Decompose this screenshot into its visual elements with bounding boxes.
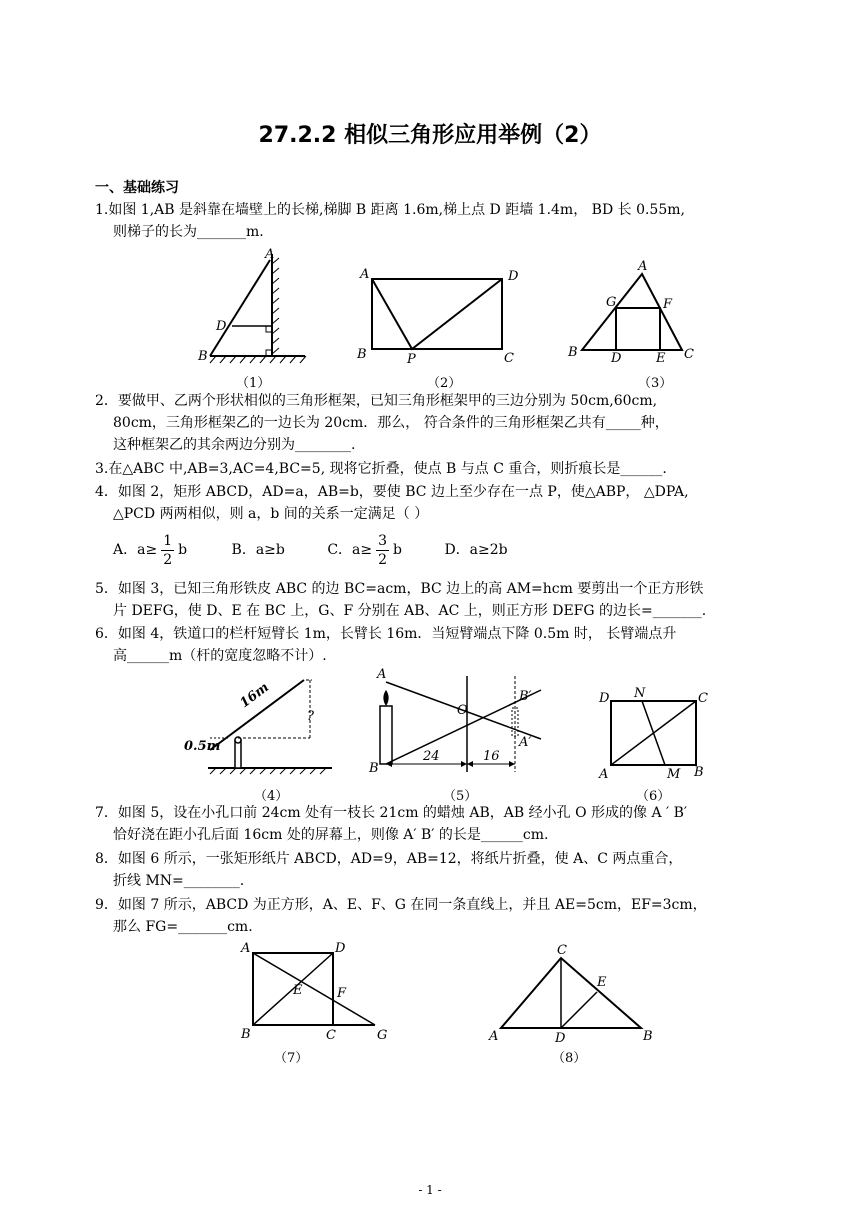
q6-line-2: 高______m（杆的宽度忽略不计）. xyxy=(113,648,327,664)
fig3-label-d: D xyxy=(611,351,622,366)
fig2-label-a: A xyxy=(360,267,370,282)
section-heading: 一、基础练习 xyxy=(95,180,179,196)
fig7-label-e: E xyxy=(293,983,303,998)
q5-line-1: 5．如图 3，已知三角形铁皮 ABC 的边 BC=acm，BC 边上的高 AM=hcm 要剪出一个正方形铁 xyxy=(95,581,704,597)
fig6-label-d: D xyxy=(599,691,610,706)
fig3-label-g: G xyxy=(606,295,617,310)
fig2-label-b: B xyxy=(357,347,367,362)
fig7-label-d: D xyxy=(335,941,346,956)
q9-line-1: 9．如图 7 所示，ABCD 为正方形，A、E、F、G 在同一条直线上，并且 AE=5cm，EF=3cm， xyxy=(95,897,707,913)
fig5-label-a-prime: A′ xyxy=(519,735,532,750)
q6-line-1: 6．如图 4，铁道口的栏杆短臂长 1m，长臂长 16m．当短臂端点下降 0.5m 时， 长臂端点升 xyxy=(95,626,677,642)
fig7-label-f: F xyxy=(337,986,347,1001)
caption-1: （1） xyxy=(236,376,271,391)
fig4-label-half-meter: 0.5m xyxy=(184,739,221,754)
fig3-label-a: A xyxy=(638,259,648,274)
fig3-label-c: C xyxy=(684,347,694,362)
q5-line-2: 片 DEFG，使 D、E 在 BC 上，G、F 分别在 AB、AC 上，则正方形 DEFG 的边长=_______. xyxy=(113,603,707,619)
fig4-label-16m: 16m xyxy=(237,680,272,712)
fig8-label-d: D xyxy=(555,1031,566,1046)
q4-line-2: △PCD 两两相似，则 a，b 间的关系一定满足（ ） xyxy=(113,506,429,522)
fig6-label-a: A xyxy=(599,767,609,782)
q4-line-1: 4．如图 2，矩形 ABCD，AD=a，AB=b，要使 BC 边上至少存在一点 P，使△ABP， △DPA, xyxy=(95,484,689,500)
fig1-label-b: B xyxy=(198,349,208,364)
fig6-label-b: B xyxy=(694,765,704,780)
fraction-half: $\frac{1}{2}$ xyxy=(163,532,173,568)
figure-1-ladder xyxy=(190,246,320,368)
figure-6-fold-rectangle xyxy=(594,684,714,780)
fig8-label-e: E xyxy=(597,975,607,990)
q3-line: 3.在△ABC 中,AB=3,AC=4,BC=5, 现将它折叠，使点 B 与点 C 重合，则折痕长是______. xyxy=(95,461,667,477)
q1-line-2: 则梯子的长为_______m. xyxy=(113,224,264,240)
figure-8-right-triangle xyxy=(485,942,660,1046)
fig7-label-a: A xyxy=(241,941,251,956)
figure-4-railway-gate xyxy=(182,670,342,780)
fig4-label-question: ? xyxy=(307,709,314,724)
fig2-label-c: C xyxy=(504,351,514,366)
q4-option-b[interactable]: B．a≥b xyxy=(231,542,285,558)
fig5-label-a: A xyxy=(377,667,387,682)
fig5-label-16: 16 xyxy=(483,749,500,764)
fig5-label-b-prime: B′ xyxy=(519,689,532,704)
q7-line-2: 恰好浇在距小孔后面 16cm 处的屏幕上，则像 A′ B′ 的长是______cm. xyxy=(113,827,549,843)
q4-option-c[interactable]: C．a≥ $\frac{3}{2}$ b xyxy=(327,532,402,568)
q2-line-2: 80cm，三角形框架乙的一边长为 20cm．那么， 符合条件的三角形框架乙共有_____种， xyxy=(113,415,669,431)
caption-4: （4） xyxy=(254,789,289,804)
caption-5: （5） xyxy=(443,789,478,804)
q4-options xyxy=(113,528,508,572)
figure-3-triangle xyxy=(566,258,702,368)
fig2-label-p: P xyxy=(407,352,416,367)
figure-2-rectangle xyxy=(352,262,527,368)
q4-option-d[interactable]: D．a≥2b xyxy=(444,542,508,558)
page-title: 27.2.2 相似三角形应用举例（2） xyxy=(258,123,602,148)
fig3-label-f: F xyxy=(663,297,673,312)
page-number: - 1 - xyxy=(418,1183,442,1197)
caption-2: （2） xyxy=(427,376,462,391)
fig7-label-g: G xyxy=(377,1028,388,1043)
q1-line-1: 1.如图 1,AB 是斜靠在墙壁上的长梯,梯脚 B 距离 1.6m,梯上点 D 距墙 1.4m， BD 长 0.55m, xyxy=(95,202,685,218)
q8-line-2: 折线 MN=________. xyxy=(113,873,245,889)
fig1-label-a: A xyxy=(265,247,275,262)
fig2-label-d: D xyxy=(508,269,519,284)
figure-5-pinhole xyxy=(365,664,545,782)
fig8-label-c: C xyxy=(557,943,567,958)
q4-option-a[interactable]: A．a≥ $\frac{1}{2}$ b xyxy=(113,532,188,568)
fig5-label-24: 24 xyxy=(423,749,440,764)
fig6-label-m: M xyxy=(667,767,681,782)
fig5-label-o: O xyxy=(457,703,468,718)
q2-line-3: 这种框架乙的其余两边分别为________. xyxy=(113,437,356,453)
fig6-label-c: C xyxy=(698,691,708,706)
q9-line-2: 那么 FG=_______cm. xyxy=(113,919,253,935)
fig1-label-d: D xyxy=(216,319,227,334)
fig8-label-a: A xyxy=(489,1029,499,1044)
fig3-label-b: B xyxy=(568,345,578,360)
fig7-label-b: B xyxy=(241,1027,251,1042)
caption-7: （7） xyxy=(274,1051,309,1066)
fig3-label-e: E xyxy=(656,351,666,366)
fig5-label-b: B xyxy=(369,761,379,776)
caption-3: （3） xyxy=(638,376,673,391)
fraction-three-halves: $\frac{3}{2}$ xyxy=(378,532,388,568)
q8-line-1: 8．如图 6 所示，一张矩形纸片 ABCD，AD=9，AB=12，将纸片折叠，使 A、C 两点重合， xyxy=(95,851,683,867)
caption-8: （8） xyxy=(552,1051,587,1066)
fig6-label-n: N xyxy=(634,686,646,701)
caption-6: （6） xyxy=(636,789,671,804)
figure-7-square xyxy=(235,938,395,1044)
fig8-label-b: B xyxy=(643,1029,653,1044)
q7-line-1: 7．如图 5，设在小孔口前 24cm 处有一枝长 21cm 的蜡烛 AB，AB 经小孔 O 形成的像 A ′ B′ xyxy=(95,805,688,821)
q2-line-1: 2．要做甲、乙两个形状相似的三角形框架，已知三角形框架甲的三边分别为 50cm,60cm, xyxy=(95,393,658,409)
fig7-label-c: C xyxy=(326,1028,336,1043)
